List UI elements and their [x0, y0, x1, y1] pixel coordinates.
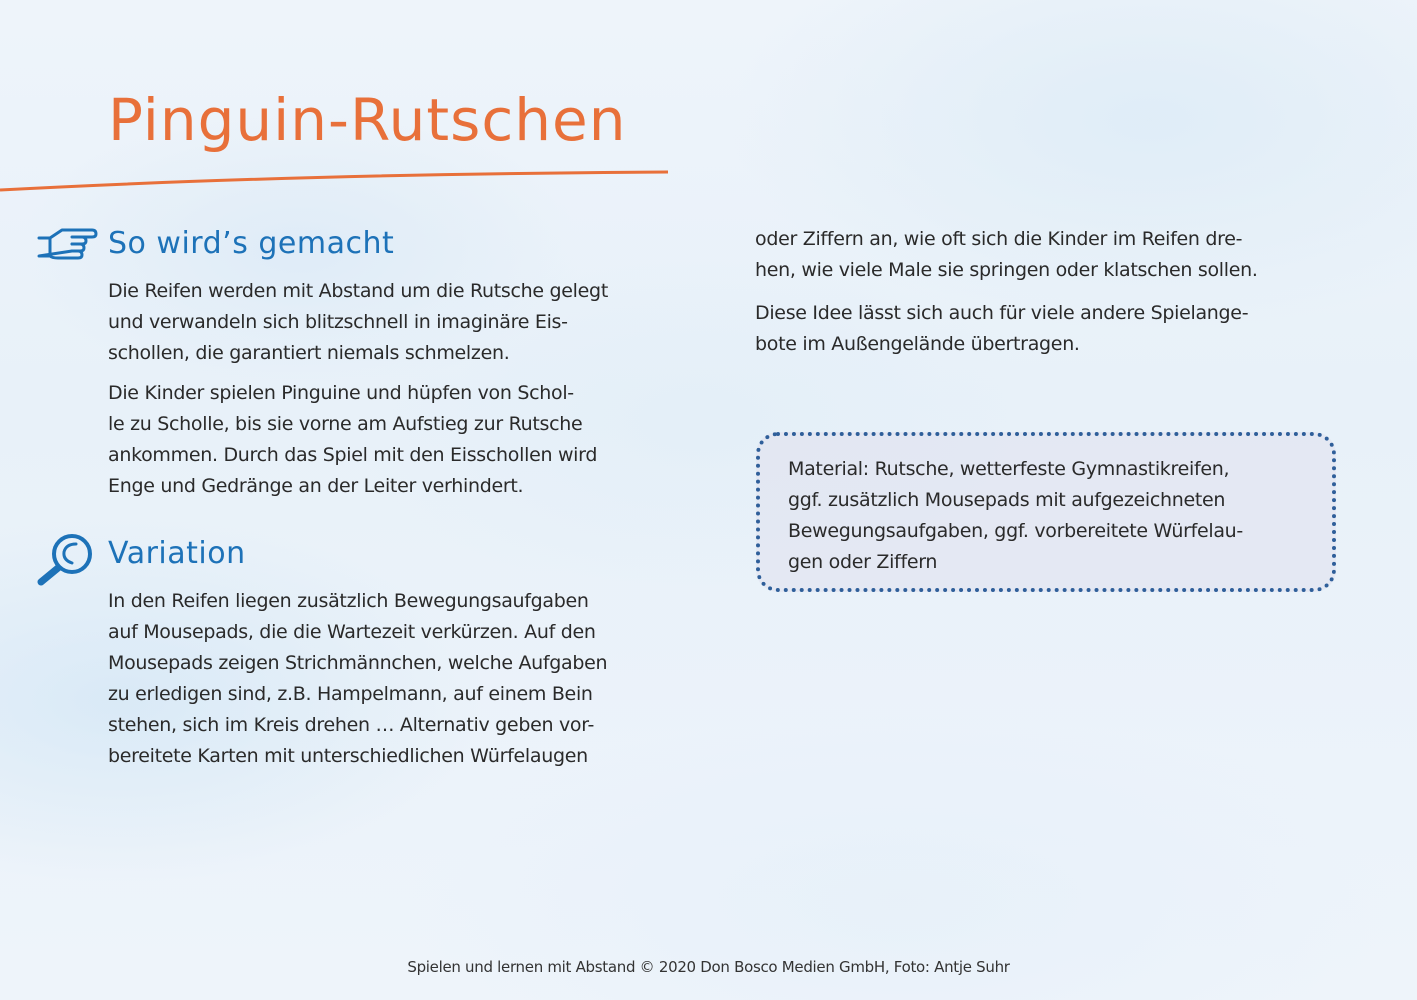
text-line: Diese Idee lässt sich auch für viele andere Spielange-	[755, 302, 1249, 324]
variation-paragraph-1	[108, 586, 658, 772]
text-line: schollen, die garantiert niemals schmelzen.	[108, 342, 510, 364]
text-line: oder Ziffern an, wie oft sich die Kinder im Reifen dre-	[755, 228, 1243, 250]
how-paragraph-1	[108, 276, 658, 369]
text-line: le zu Scholle, bis sie vorne am Aufstieg zur Rutsche	[108, 413, 583, 435]
text-line: Mousepads zeigen Strichmännchen, welche Aufgaben	[108, 652, 608, 674]
text-line: zu erledigen sind, z.B. Hampelmann, auf einem Bein	[108, 683, 593, 705]
section-heading-variation: Variation	[108, 536, 246, 571]
pointing-hand-icon	[36, 224, 98, 264]
text-line: In den Reifen liegen zusätzlich Bewegungsaufgaben	[108, 590, 589, 612]
text-line: ggf. zusätzlich Mousepads mit aufgezeichneten	[788, 489, 1226, 511]
text-line: Die Kinder spielen Pinguine und hüpfen von Schol-	[108, 382, 574, 404]
text-line: hen, wie viele Male sie springen oder klatschen sollen.	[755, 259, 1258, 281]
how-paragraph-2	[108, 378, 658, 502]
text-line: Die Reifen werden mit Abstand um die Rutsche gelegt	[108, 280, 608, 302]
material-box	[756, 432, 1336, 592]
text-line: auf Mousepads, die die Wartezeit verkürzen. Auf den	[108, 621, 596, 643]
footer-copyright: Spielen und lernen mit Abstand © 2020 Don Bosco Medien GmbH, Foto: Antje Suhr	[407, 958, 1010, 976]
variation-paragraph-1-continued	[755, 224, 1315, 286]
title-underline	[0, 160, 670, 200]
text-line: Material: Rutsche, wetterfeste Gymnastikreifen,	[788, 458, 1230, 480]
section-heading-how: So wird’s gemacht	[108, 226, 395, 261]
text-line: bereitete Karten mit unterschiedlichen Würfelaugen	[108, 745, 588, 767]
text-line: Bewegungsaufgaben, ggf. vorbereitete Würfelau-	[788, 520, 1243, 542]
text-line: gen oder Ziffern	[788, 551, 938, 573]
material-text	[788, 454, 1318, 578]
text-line: ankommen. Durch das Spiel mit den Eisschollen wird	[108, 444, 598, 466]
page-title: Pinguin-Rutschen	[108, 86, 627, 154]
text-line: und verwandeln sich blitzschnell in imaginäre Eis-	[108, 311, 568, 333]
magnifier-icon	[36, 532, 98, 586]
text-line: bote im Außengelände übertragen.	[755, 333, 1080, 355]
variation-paragraph-2	[755, 298, 1315, 360]
text-line: Enge und Gedränge an der Leiter verhindert.	[108, 475, 524, 497]
text-line: stehen, sich im Kreis drehen … Alternativ geben vor-	[108, 714, 595, 736]
